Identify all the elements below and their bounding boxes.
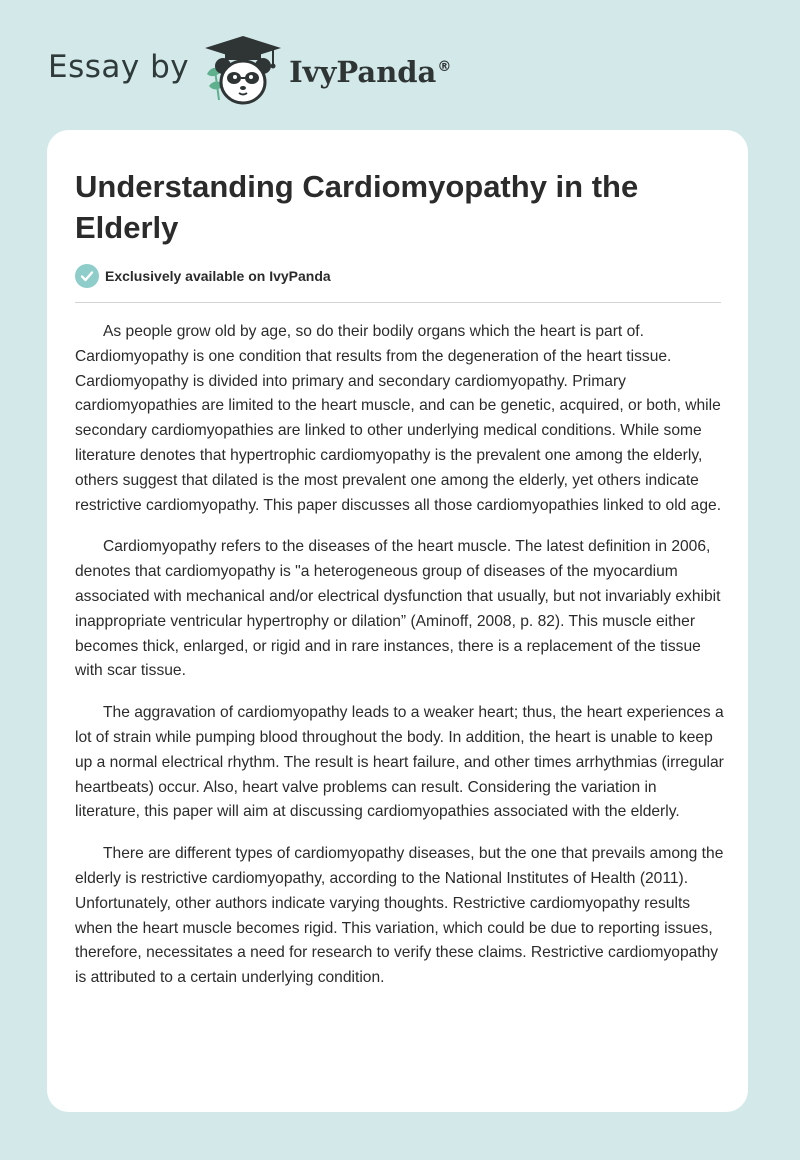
essay-by-label: Essay by (48, 49, 190, 85)
paragraph-4: There are different types of cardiomyopathy diseases, but the one that prevails among the elderly is restrictive cardiomyopathy, according to the National Institutes of Health (2011). Unfortunately, other authors indicate varying thoughts. Restrictive cardiomyopathy results when the heart muscle becomes rigid. This variation, which could be due to reporting issues, therefore, necessitates a need for research to verify these claims. Restrictive cardiomyopathy is attributed to a certain underlying condition. (75, 845, 724, 987)
exclusive-badge (75, 264, 331, 288)
essay-title: Understanding Cardiomyopathy in the Elderly (75, 169, 639, 245)
paragraph-1: As people grow old by age, so do their bodily organs which the heart is part of. Cardiomyopathy is one condition that results from the degeneration of the heart tissue. Cardiomyopathy is divided into primary and secondary cardiomyopathy. Primary cardiomyopathies are limited to the heart muscle, and can be genetic, acquired, or both, while secondary cardiomyopathies are linked to other underlying medical conditions. While some literature denotes that hypertrophic cardiomyopathy is the prevalent one among the elderly, others suggest that dilated is the most prevalent one among the elderly, yet others indicate restrictive cardiomyopathy. This paper discusses all those cardiomyopathies linked to old age. (75, 323, 722, 514)
brand-name: IvyPanda® (289, 55, 452, 89)
essay-card (47, 130, 748, 1112)
exclusive-badge-label: Exclusively available on IvyPanda (105, 268, 331, 284)
essay-body (75, 320, 725, 1008)
paragraph-2: Cardiomyopathy refers to the diseases of the heart muscle. The latest definition in 2006, denotes that cardiomyopathy is "a heterogeneous group of diseases of the myocardium associated with mechanical and/or electrical dysfunction that usually, but not invariably exhibit inappropriate ventricular hypertrophy or dilation” (Aminoff, 2008, p. 82). This muscle either becomes thick, enlarged, or rigid and in rare instances, there is a replacement of the tissue with scar tissue. (75, 538, 721, 680)
registered-mark: ® (437, 59, 452, 76)
paragraph-3: The aggravation of cardiomyopathy leads to a weaker heart; thus, the heart experiences a lot of strain while pumping blood throughout the body. In addition, the heart is unable to keep up a normal electrical rhythm. The result is heart failure, and other times arrhythmias (irregular heartbeats) occur. Also, heart valve problems can result. Considering the variation in literature, this paper will aim at discussing cardiomyopathies associated with the elderly. (75, 704, 724, 821)
divider (75, 302, 721, 303)
check-circle-icon (75, 264, 99, 288)
panda-logo-icon (201, 30, 285, 110)
brand-header[interactable] (48, 30, 451, 110)
